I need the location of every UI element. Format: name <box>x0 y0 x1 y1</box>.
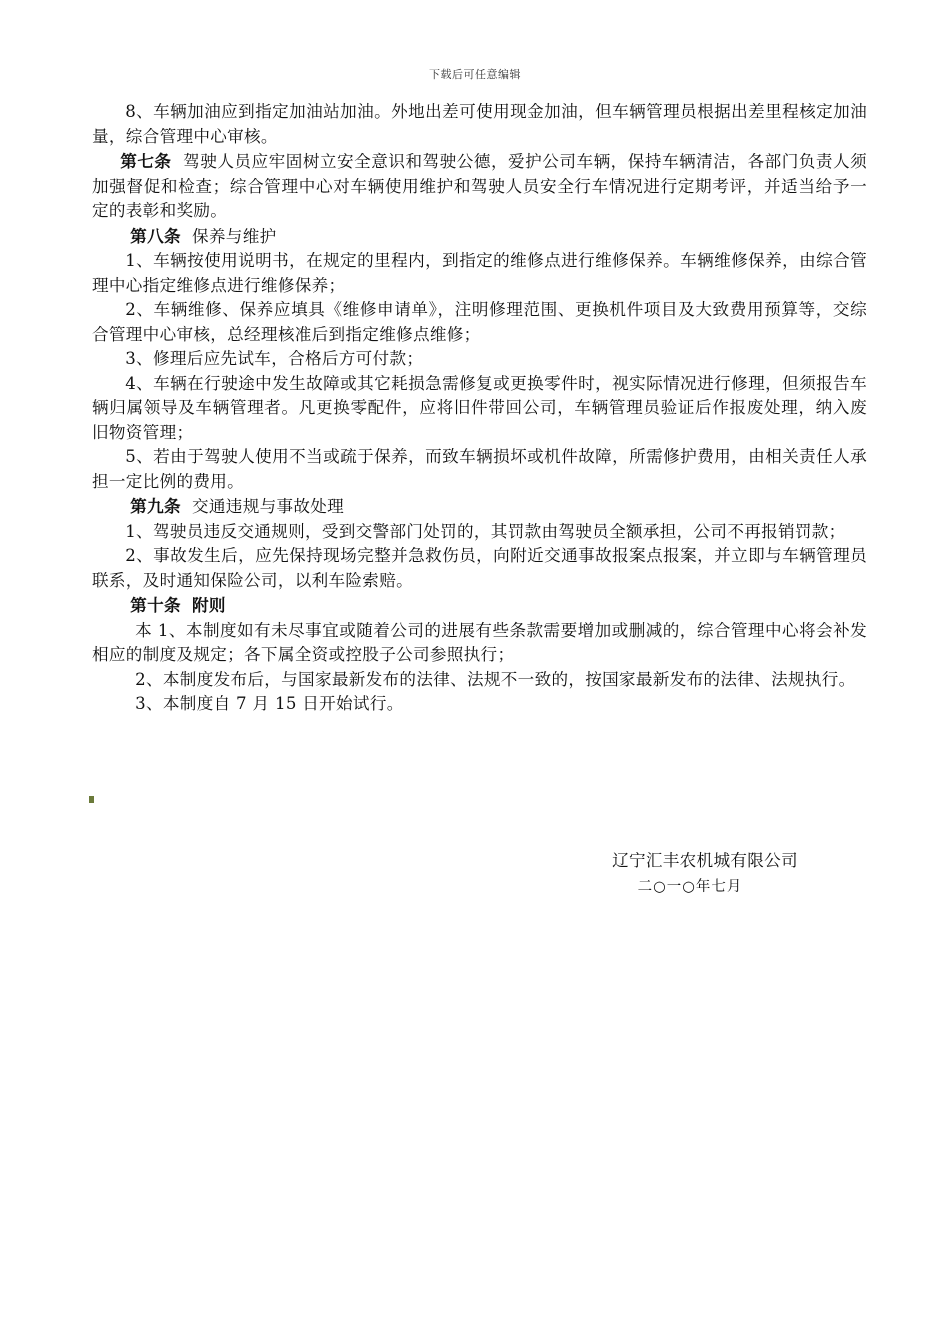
article-9-item-1: 1、驾驶员违反交通规则，受到交警部门处罚的，其罚款由驾驶员全额承担，公司不再报销罚款； <box>125 521 846 541</box>
signature-block <box>560 848 850 900</box>
company-name: 辽宁汇丰农机城有限公司 <box>612 851 798 870</box>
article-10-title: 第十条 <box>130 595 181 615</box>
article-8-item-5: 5、若由于驾驶人使用不当或疏于保养，而致车辆损坏或机件故障，所需修护费用，由相关责任人承担一定比例的费用。 <box>92 447 867 491</box>
article-8-item-1: 1、车辆按使用说明书，在规定的里程内，到指定的维修点进行维修保养。车辆维修保养，由综合管理中心指定维修点进行维修保养； <box>92 251 867 295</box>
article-8-text: 保养与维护 <box>192 226 277 246</box>
article-8-heading <box>92 224 867 250</box>
article-10-item-3: 3、本制度自 7 月 15 日开始试行。 <box>135 694 404 713</box>
article-9-text: 交通违规与事故处理 <box>192 497 345 516</box>
document-body <box>92 100 867 717</box>
article-10-item-1: 本 1、本制度如有未尽事宜或随着公司的进展有些条款需要增加或删减的，综合管理中心将会补发相应的制度及规定；各下属全资或控股子公司参照执行； <box>92 620 867 664</box>
article-8-item-4: 4、车辆在行驶途中发生故障或其它耗损急需修复或更换零件时，视实际情况进行修理，但须报告车辆归属领导及车辆管理者。凡更换零配件，应将旧件带回公司，车辆管理员验证后作报废处理，纳入废旧物资管理； <box>92 373 867 442</box>
article-7 <box>92 149 867 224</box>
article-10-text: 附则 <box>192 595 226 615</box>
article-9-item-2: 2、事故发生后，应先保持现场完整并急救伤员，向附近交通事故报案点报案，并立即与车辆管理员联系，及时通知保险公司，以利车险索赔。 <box>92 546 867 590</box>
article-9-heading <box>92 494 867 520</box>
article-10-heading <box>92 593 867 619</box>
article-10-item-2: 2、本制度发布后，与国家最新发布的法律、法规不一致的，按国家最新发布的法律、法规执行。 <box>135 669 856 689</box>
article-7-title: 第七条 <box>120 151 172 171</box>
signature-date: 二○一○年七月 <box>637 879 743 895</box>
article-9-title: 第九条 <box>130 496 181 516</box>
article-8-item-3: 3、修理后应先试车，合格后方可付款； <box>125 349 424 368</box>
article-7-text: 驾驶人员应牢固树立安全意识和驾驶公德，爱护公司车辆，保持车辆清洁，各部门负责人须加强督促和检查；综合管理中心对车辆使用维护和驾驶人员安全行车情况进行定期考评，并适当给予一定的表彰和奖励。 <box>92 152 867 220</box>
anchor-marker-icon <box>89 796 94 803</box>
article-8-item-2: 2、车辆维修、保养应填具《维修申请单》，注明修理范围、更换机件项目及大致费用预算等，交综合管理中心审核，总经理核准后到指定维修点维修； <box>92 300 867 344</box>
article-8-title: 第八条 <box>130 225 181 246</box>
page-header: 下载后可任意编辑 <box>429 68 521 81</box>
paragraph-8: 8、车辆加油应到指定加油站加油。外地出差可使用现金加油，但车辆管理员根据出差里程核定加油量，综合管理中心审核。 <box>92 102 867 146</box>
